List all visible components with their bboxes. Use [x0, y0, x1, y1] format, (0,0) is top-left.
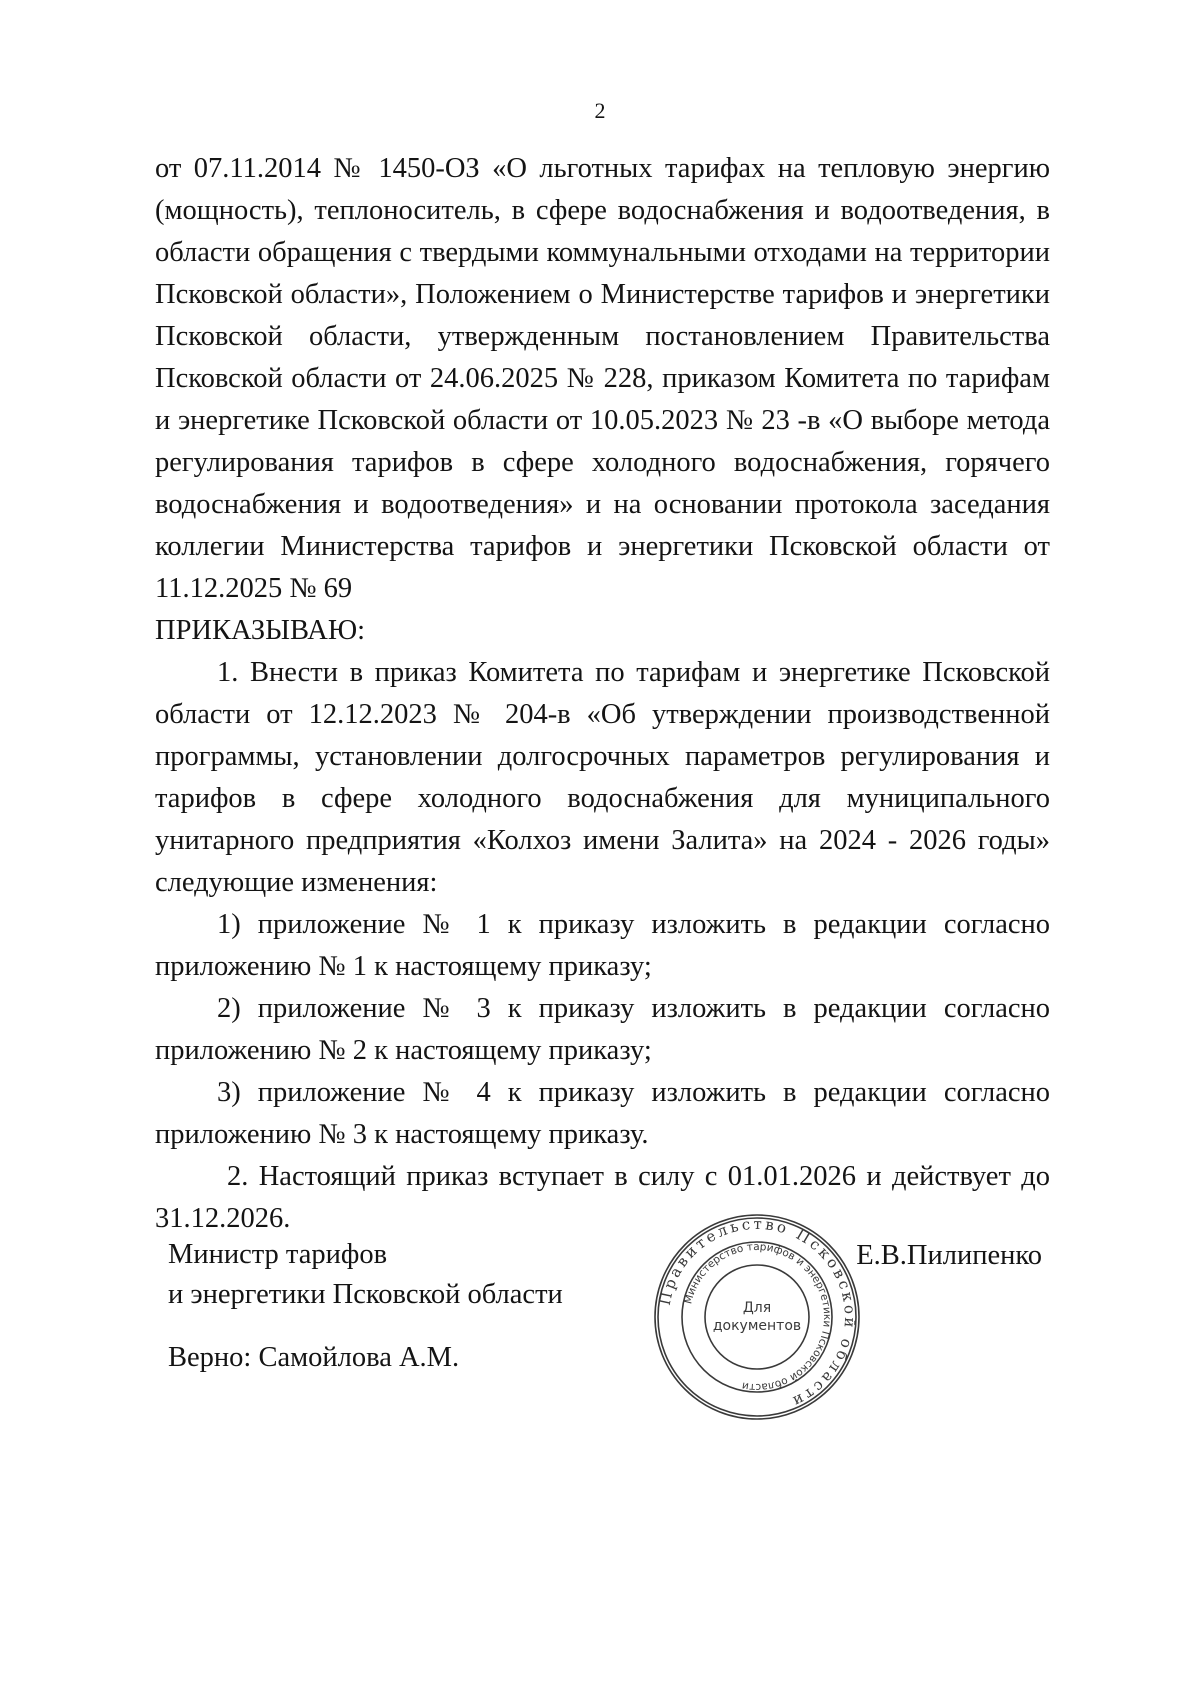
signature-position: [168, 1235, 563, 1315]
item-1-paragraph: 1. Внести в приказ Комитета по тарифам и энергетике Псковской области от 12.12.2023 № 204-в «Об утверждении производственной программы, установлении долгосрочных параметров регулирования и тарифов в сфере холодного водоснабжения для муниципального унитарного предприятия «Колхоз имени Залита» на 2024 - 2026 годы» следующие изменения:: [155, 657, 1050, 898]
official-stamp: [652, 1212, 862, 1422]
document-body: [155, 148, 1050, 1240]
stamp-center-line1: Для: [742, 1300, 772, 1316]
stamp-inner-text: Министерство тарифов и энергетики Псковской области: [682, 1240, 834, 1394]
subitem-1-paragraph: 1) приложение № 1 к приказу изложить в редакции согласно приложению № 1 к настоящему приказу;: [155, 909, 1050, 982]
stamp-outer-text: Правительство Псковской области: [655, 1214, 860, 1412]
order-heading: ПРИКАЗЫВАЮ:: [155, 615, 366, 646]
item-2-paragraph: 2. Настоящий приказ вступает в силу с 01.01.2026 и действует до 31.12.2026.: [155, 1161, 1050, 1234]
certified-copy-note: Верно: Самойлова А.М.: [168, 1342, 460, 1373]
page-number: 2: [594, 98, 606, 123]
signature-position-line2: и энергетики Псковской области: [168, 1279, 563, 1310]
stamp-center-line2: документов: [712, 1318, 802, 1334]
subitem-3-paragraph: 3) приложение № 4 к приказу изложить в редакции согласно приложению № 3 к настоящему приказу.: [155, 1077, 1050, 1150]
signature-position-line1: Министр тарифов: [168, 1239, 388, 1270]
subitem-2-paragraph: 2) приложение № 3 к приказу изложить в редакции согласно приложению № 2 к настоящему приказу;: [155, 993, 1050, 1066]
preamble-paragraph: от 07.11.2014 № 1450-ОЗ «О льготных тарифах на тепловую энергию (мощность), теплоноситель, в сфере водоснабжения и водоотведения, в области обращения с твердыми коммунальными отходами на территории Псковской области», Положением о Министерстве тарифов и энергетики Псковской области, утвержденным постановлением Правительства Псковской области от 24.06.2025 № 228, приказом Комитета по тарифам и энергетике Псковской области от 10.05.2023 № 23 -в «О выборе метода регулирования тарифов в сфере холодного водоснабжения, горячего водоснабжения и водоотведения» и на основании протокола заседания коллегии Министерства тарифов и энергетики Псковской области от 11.12.2025 № 69: [155, 153, 1050, 604]
signatory-name: Е.В.Пилипенко: [856, 1240, 1042, 1271]
